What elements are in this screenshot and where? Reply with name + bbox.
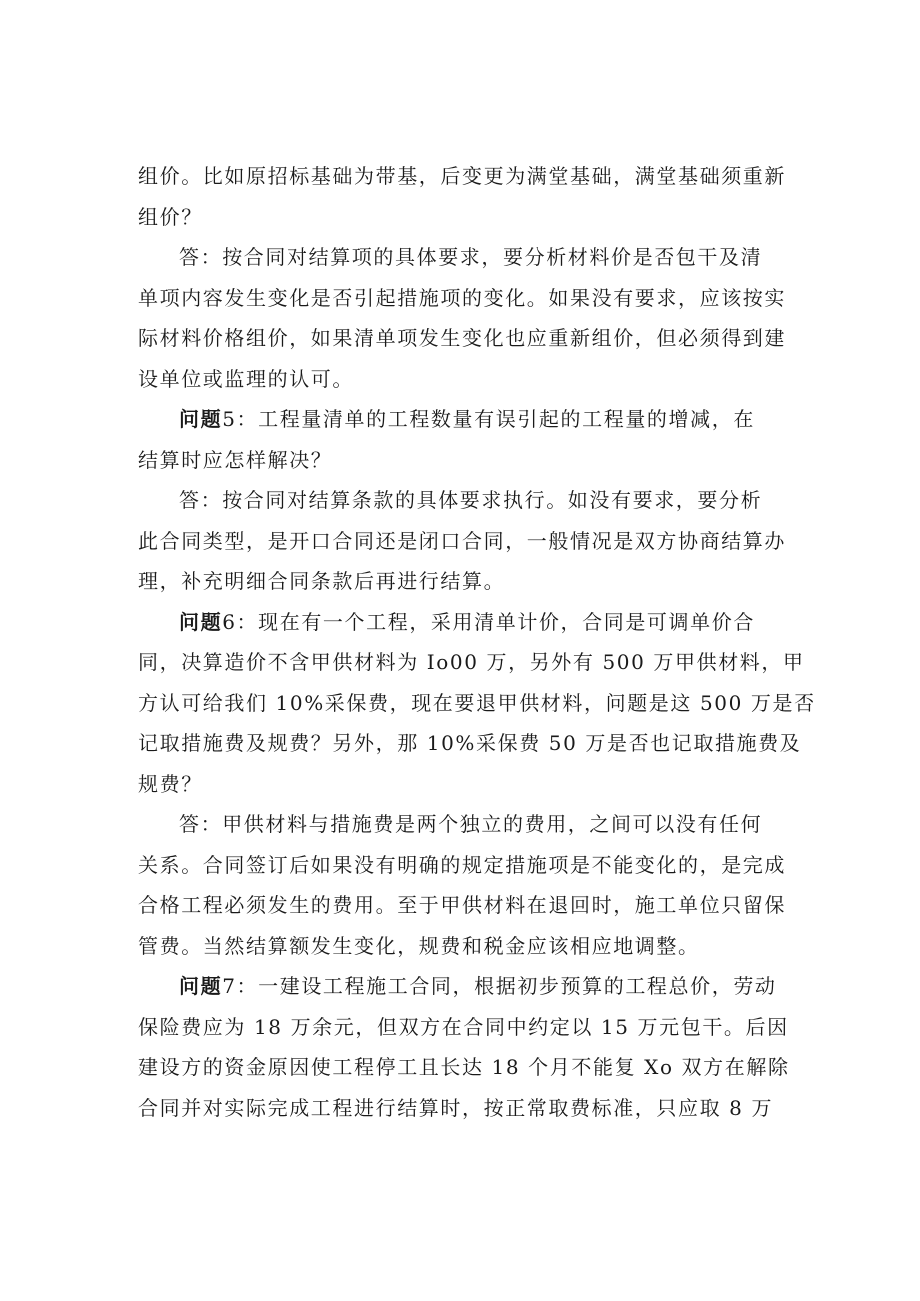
text-line: 合格工程必须发生的费用。至于甲供材料在退回时，施工单位只留保: [138, 893, 786, 917]
text-line: 组价。比如原招标基础为带基，后变更为满堂基础，满堂基础须重新: [138, 164, 786, 188]
question-line: [138, 966, 788, 1007]
question-label: 问题: [179, 407, 223, 431]
text-line: 合同并对实际完成工程进行结算时，按正常取费标准，只应取 8 万: [138, 1095, 774, 1120]
text-line: 此合同类型，是开口合同还是闭口合同，一般情况是双方协商结算办: [138, 528, 786, 553]
question-line: [138, 602, 788, 643]
text-line: 单项内容发生变化是否引起措施项的变化。如果没有要求，应该按实: [138, 285, 786, 310]
question-text: 5：工程量清单的工程数量有误引起的工程量的增减，在: [222, 407, 755, 431]
text-line: 记取措施费及规费？另外，那 10%采保费 50 万是否也记取措施费及: [138, 731, 802, 755]
question-text: 6：现在有一个工程，采用清单计价，合同是可调单价合: [222, 609, 755, 634]
text-line: 组价？: [138, 204, 203, 229]
question-line: [138, 399, 788, 440]
answer-line: 答：按合同对结算项的具体要求，要分析材料价是否包干及清: [179, 245, 763, 269]
text-line: 结算时应怎样解决？: [138, 447, 333, 472]
document-body: [138, 156, 816, 1128]
text-line: 保险费应为 18 万余元，但双方在合同中约定以 15 万元包干。后因: [138, 1014, 789, 1039]
text-line: 管费。当然结算额发生变化，规费和税金应该相应地调整。: [138, 933, 700, 958]
text-line: 设单位或监理的认可。: [138, 366, 354, 391]
text-line: 同，决算造价不含甲供材料为 Io00 万，另外有 500 万甲供材料，甲: [138, 650, 805, 674]
question-text: 7：一建设工程施工合同，根据初步预算的工程总价，劳动: [222, 974, 777, 998]
text-line: 理，补充明细合同条款后再进行结算。: [138, 569, 506, 593]
text-line: 规费？: [138, 771, 203, 796]
text-line: 际材料价格组价，如果清单项发生变化也应重新组价，但必须得到建: [138, 326, 786, 350]
question-label: 问题: [179, 974, 223, 998]
text-line: 关系。合同签订后如果没有明确的规定措施项是不能变化的，是完成: [138, 852, 786, 877]
answer-line: 答：按合同对结算条款的具体要求执行。如没有要求，要分析: [179, 488, 763, 512]
answer-line: 答：甲供材料与措施费是两个独立的费用，之间可以没有任何: [179, 812, 763, 836]
text-line: 建设方的资金原因使工程停工且长达 18 个月不能复 Xo 双方在解除: [138, 1055, 790, 1079]
question-label: 问题: [179, 609, 223, 634]
text-line: 方认可给我们 10%采保费，现在要退甲供材料，问题是这 500 万是否: [138, 690, 816, 715]
